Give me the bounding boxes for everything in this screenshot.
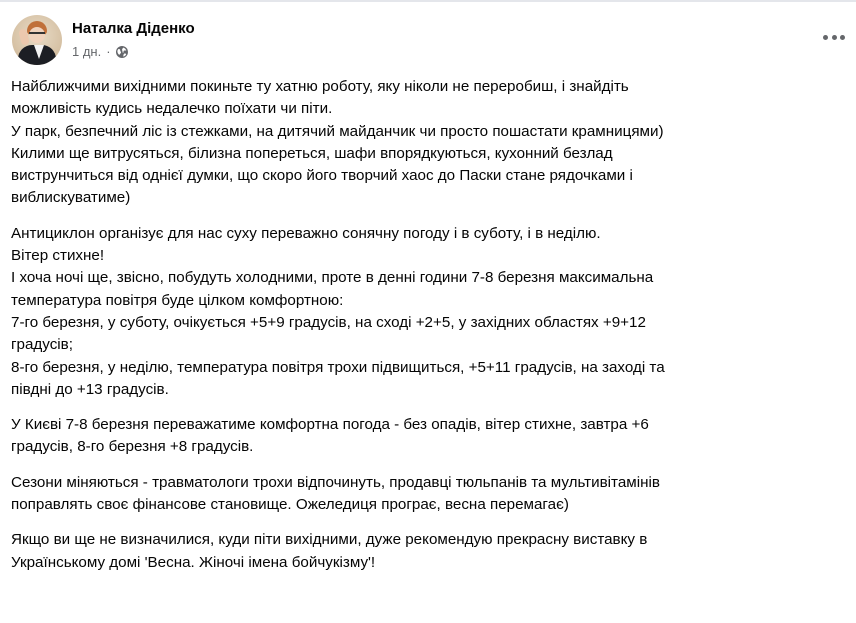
paragraph: [11, 529, 841, 574]
text-line: Якщо ви ще не визначилися, куди піти вихідними, дуже рекомендую прекрасну виставку в: [11, 531, 648, 549]
post-timestamp[interactable]: 1 дн.: [72, 44, 102, 59]
text-line: поправлять своє фінансове становище. Ожеледиця програє, весна перемагає): [11, 496, 569, 514]
paragraph: [11, 414, 841, 459]
paragraph: [11, 472, 841, 517]
text-line: температура повітря буде цілком комфортною:: [11, 291, 344, 309]
paragraph: [11, 76, 841, 210]
text-line: виструнчиться від однієї думки, що скоро його творчий хаос до Паски стане рядочками і: [11, 167, 633, 185]
text-line: Сезони міняються - травматологи трохи відпочинуть, продавці тюльпанів та мультивітамінів: [11, 473, 660, 491]
text-line: можливість кудись недалечко поїхати чи піти.: [11, 100, 333, 118]
text-line: градусів, 8-го березня +8 градусів.: [11, 438, 254, 456]
text-line: виблискуватиме): [11, 189, 131, 207]
author-name-link[interactable]: Наталка Діденко: [72, 20, 195, 37]
avatar[interactable]: [12, 15, 62, 65]
globe-icon[interactable]: [116, 46, 128, 58]
top-divider: [0, 0, 856, 2]
more-options-icon[interactable]: [823, 33, 845, 41]
text-line: 8-го березня, у неділю, температура повітря трохи підвищиться, +5+11 градусів, на заході та: [11, 358, 665, 376]
text-line: Українському домі 'Весна. Жіночі імена бойчукізму'!: [11, 553, 376, 571]
text-line: Вітер стихне!: [11, 247, 105, 265]
separator-dot: ·: [106, 44, 111, 59]
post-header: [12, 15, 195, 65]
text-line: 7-го березня, у суботу, очікується +5+9 градусів, на сході +2+5, у західних областях +9+12: [11, 313, 646, 331]
text-line: І хоча ночі ще, звісно, побудуть холодними, проте в денні години 7-8 березня максимальна: [11, 269, 654, 287]
post-subline: [72, 44, 195, 60]
text-line: Килими ще витрусяться, білизна попереться, шафи впорядкуються, кухонний безлад: [11, 144, 613, 162]
paragraph: [11, 223, 841, 401]
text-line: півдні до +13 градусів.: [11, 380, 169, 398]
text-line: У Києві 7-8 березня переважатиме комфортна погода - без опадів, вітер стихне, завтра +6: [11, 416, 649, 434]
post-text: [11, 76, 841, 587]
text-line: Антициклон організує для нас суху переважно сонячну погоду і в суботу, і в неділю.: [11, 224, 601, 242]
text-line: градусів;: [11, 336, 73, 354]
post-meta: [72, 19, 195, 60]
text-line: У парк, безпечний ліс із стежками, на дитячий майданчик чи просто пошастати крамницями): [11, 122, 664, 140]
text-line: Найближчими вихідними покиньте ту хатню роботу, яку ніколи не переробиш, і знайдіть: [11, 78, 629, 95]
